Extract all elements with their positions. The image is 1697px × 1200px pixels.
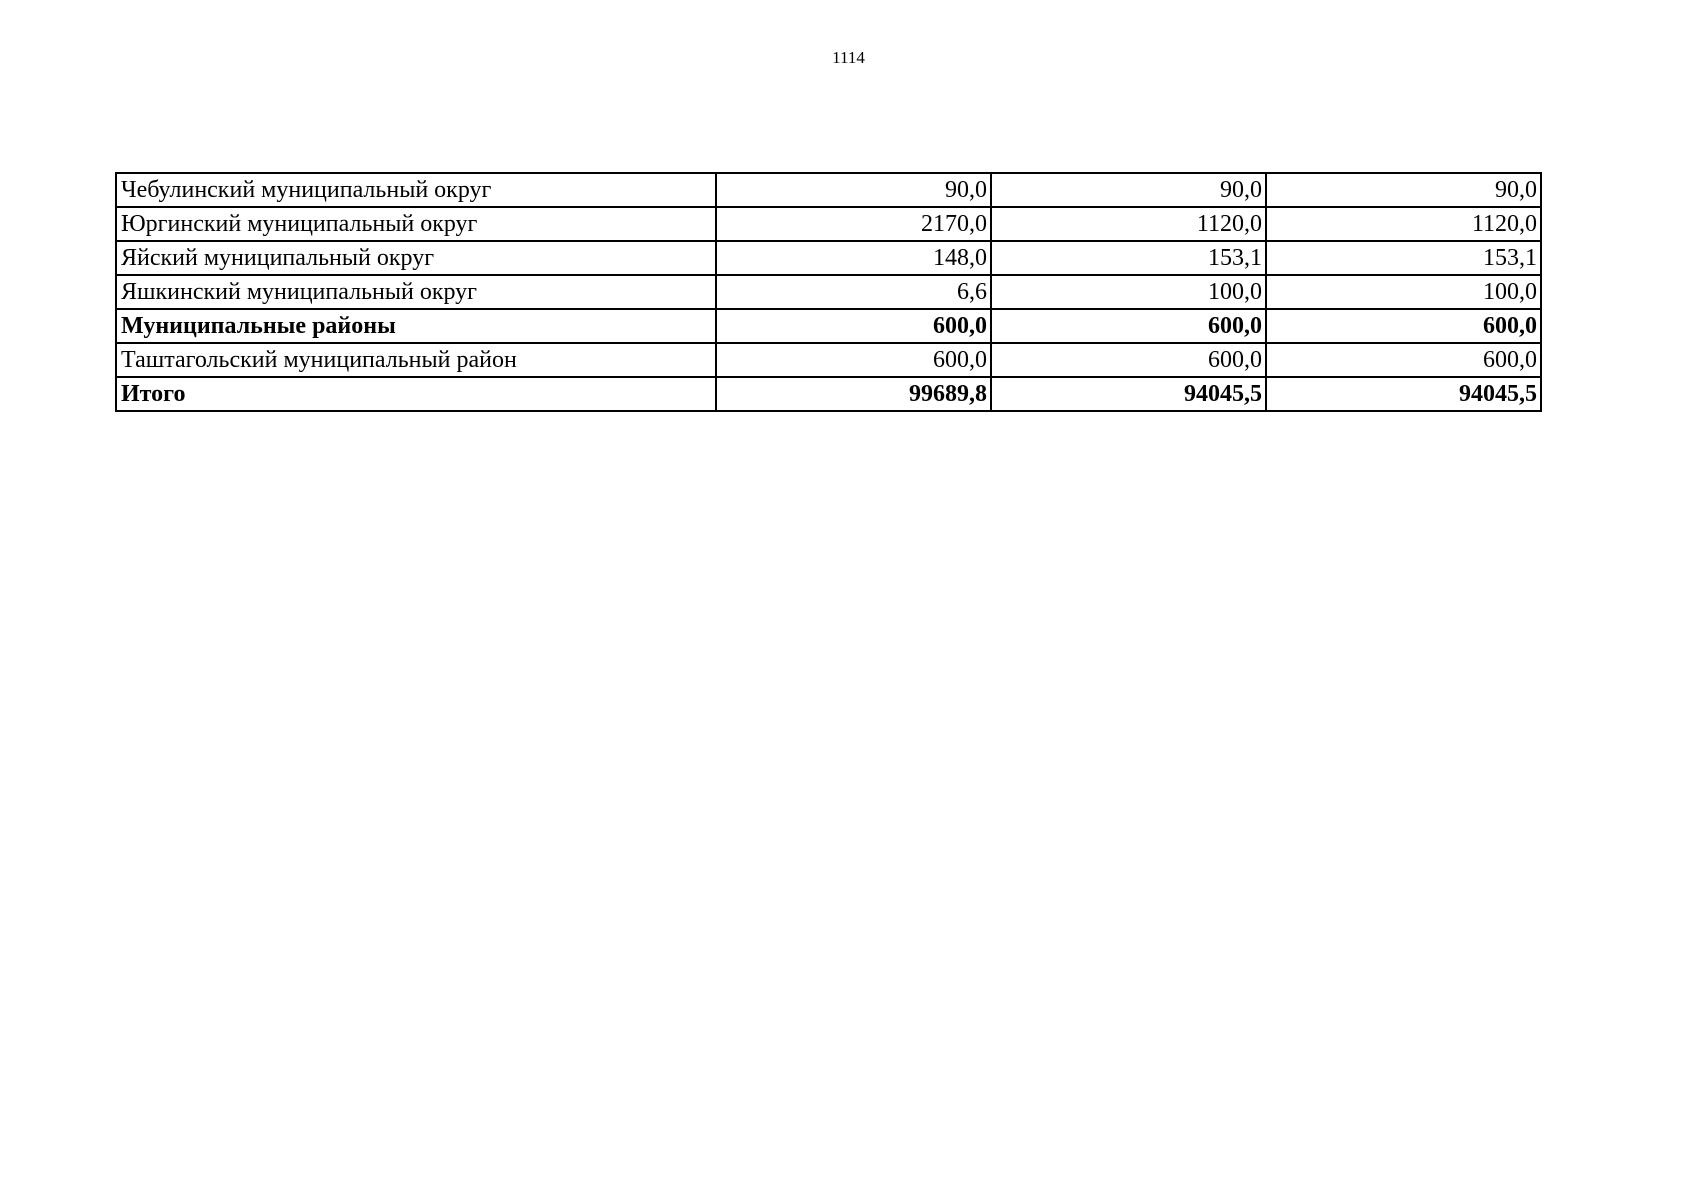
row-value-3: 153,1 bbox=[1266, 241, 1541, 275]
row-value-3: 600,0 bbox=[1266, 309, 1541, 343]
budget-table bbox=[115, 172, 1542, 412]
row-name: Яшкинский муниципальный округ bbox=[116, 275, 716, 309]
row-value-3: 100,0 bbox=[1266, 275, 1541, 309]
row-value-2: 100,0 bbox=[991, 275, 1266, 309]
row-name: Муниципальные районы bbox=[116, 309, 716, 343]
row-name: Чебулинский муниципальный округ bbox=[116, 173, 716, 207]
table-row-subtotal bbox=[116, 309, 1541, 343]
row-value-3: 600,0 bbox=[1266, 343, 1541, 377]
row-value-2: 600,0 bbox=[991, 343, 1266, 377]
table-row-total bbox=[116, 377, 1541, 411]
row-value-3: 90,0 bbox=[1266, 173, 1541, 207]
row-value-3: 1120,0 bbox=[1266, 207, 1541, 241]
row-value-1: 2170,0 bbox=[716, 207, 991, 241]
page-number: 1114 bbox=[832, 48, 865, 67]
row-name: Таштагольский муниципальный район bbox=[116, 343, 716, 377]
table-row bbox=[116, 275, 1541, 309]
row-value-1: 600,0 bbox=[716, 309, 991, 343]
row-value-1: 90,0 bbox=[716, 173, 991, 207]
row-name: Юргинский муниципальный округ bbox=[116, 207, 716, 241]
table-row bbox=[116, 207, 1541, 241]
table-row bbox=[116, 173, 1541, 207]
row-name: Яйский муниципальный округ bbox=[116, 241, 716, 275]
table-row bbox=[116, 343, 1541, 377]
row-value-1: 6,6 bbox=[716, 275, 991, 309]
row-value-2: 153,1 bbox=[991, 241, 1266, 275]
row-value-2: 600,0 bbox=[991, 309, 1266, 343]
row-value-1: 600,0 bbox=[716, 343, 991, 377]
row-value-3: 94045,5 bbox=[1266, 377, 1541, 411]
row-name: Итого bbox=[116, 377, 716, 411]
row-value-2: 1120,0 bbox=[991, 207, 1266, 241]
row-value-2: 90,0 bbox=[991, 173, 1266, 207]
table-row bbox=[116, 241, 1541, 275]
row-value-1: 99689,8 bbox=[716, 377, 991, 411]
row-value-2: 94045,5 bbox=[991, 377, 1266, 411]
row-value-1: 148,0 bbox=[716, 241, 991, 275]
